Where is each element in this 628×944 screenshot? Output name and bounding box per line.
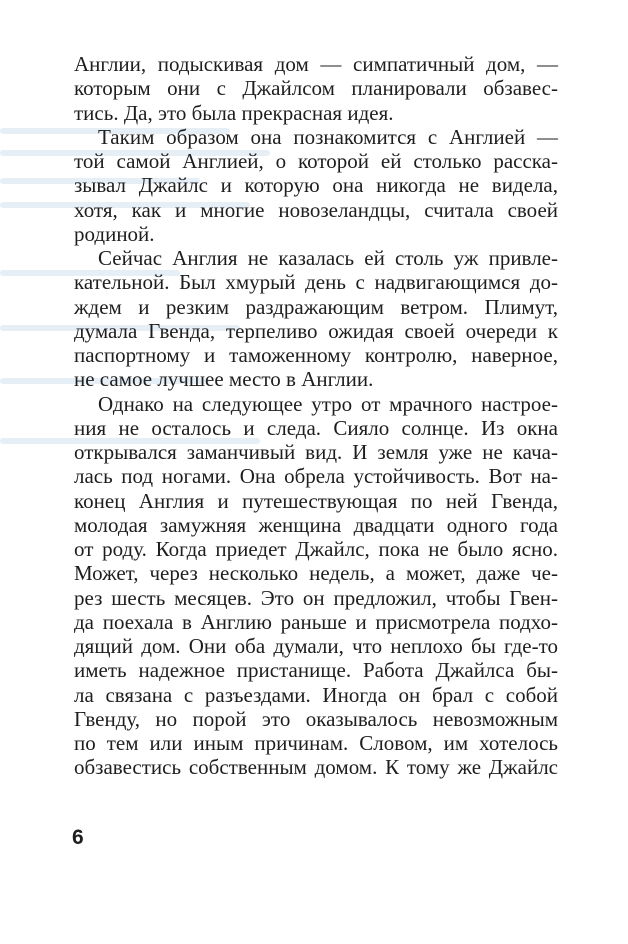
text-line: открывался заманчивый вид. И земля уже не кача- [74,440,558,464]
text-line: Однако на следующее утро от мрачного настрое- [98,391,558,416]
text-line: ния не осталось и следа. Сияло солнце. Из окна [74,415,558,440]
text-line: паспортному и таможенному контролю, наверное, [74,343,558,367]
text-line: рез шесть месяцев. Это он предложил, чтобы Гвен- [74,585,558,610]
text-line: которым они с Джайлсом планировали обзавес- [74,76,558,101]
text-line: лась под ногами. Она обрела устойчивость. Вот на- [74,464,558,489]
text-line: той самой Англией, о которой ей столько расска- [74,149,558,173]
text-line: конец Англия и путешествующая по ней Гвенда, [74,488,558,513]
text-line: Сейчас Англия не казалась ей столь уж привле- [98,246,558,270]
text-line: тись. Да, это была прекрасная идея. [74,100,394,125]
text-line: Англии, подыскивая дом — симпатичный дом, — [74,52,558,76]
text-line: Гвенду, но порой это оказывалось невозможным [74,706,558,731]
text-line: ждем и резким раздражающим ветром. Плимут, [74,294,558,319]
text-line: дящий дом. Они оба думали, что неплохо бы где-то [74,634,558,658]
text-line: обзавестись собственным домом. К тому же Джайлс [74,755,558,780]
text-line: иметь надежное пристанище. Работа Джайлса бы- [74,658,558,683]
text-line: Может, через несколько недель, а может, даже че- [74,561,558,586]
text-line: от роду. Когда приедет Джайлс, пока не было ясно. [74,537,558,561]
body-text [74,52,558,780]
text-line: по тем или иным причинам. Словом, им хотелось [74,731,558,755]
text-line: молодая замужняя женщина двадцати одного года [74,512,558,537]
text-line: ла связана с разъездами. Иногда он брал с собой [74,682,558,707]
page-number: 6 [72,826,84,849]
text-line: кательной. Был хмурый день с надвигающимся до- [74,270,558,295]
text-line: зывал Джайлс и которую она никогда не видела, [74,173,558,198]
text-line: родиной. [74,221,155,246]
text-line: думала Гвенда, терпеливо ожидая своей очереди к [74,318,558,343]
text-line: Таким образом она познакомится с Англией — [98,124,558,149]
text-line: да поехала в Англию раньше и присмотрела подхо- [74,609,558,634]
text-line: хотя, как и многие новозеландцы, считала своей [74,197,558,222]
text-line: не самое лучшее место в Англии. [74,367,374,392]
